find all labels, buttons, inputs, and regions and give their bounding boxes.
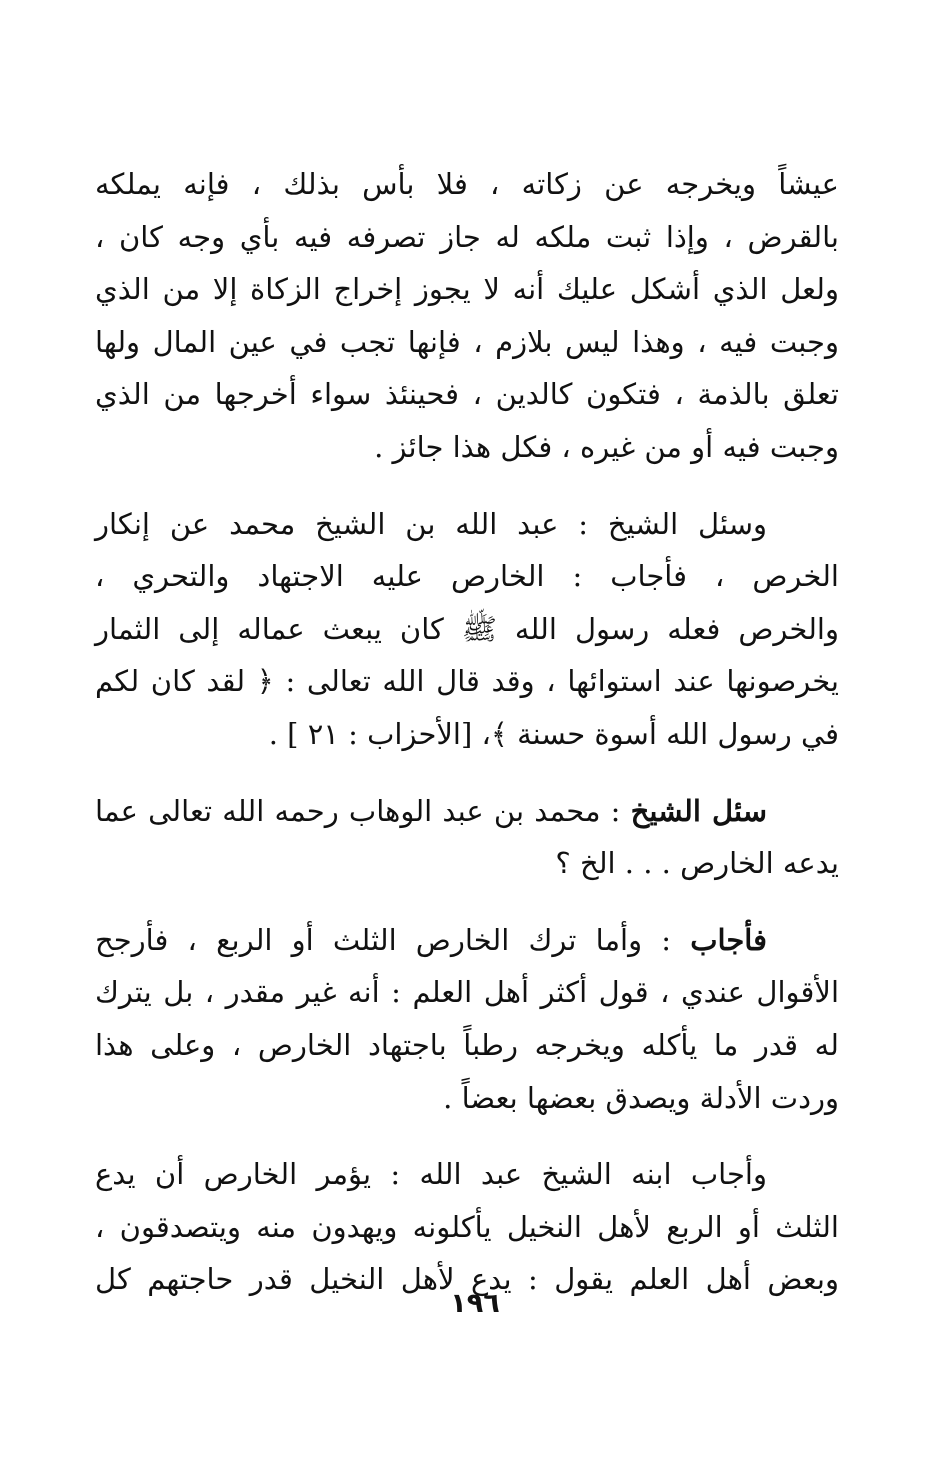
text-line: [95, 785, 839, 838]
text-line: وبعض أهل العلم يقول : يدع لأهل النخيل قدر حاجتهم كل: [95, 1262, 839, 1297]
paragraph-gap: [95, 474, 839, 498]
text-line: وجبت فيه ، وهذا ليس بلازم ، فإنها تجب في عين المال ولها: [95, 324, 839, 359]
text-line: [95, 914, 839, 967]
text-line: وسئل الشيخ : عبد الله بن الشيخ محمد عن إنكار: [95, 506, 767, 541]
text-run: : وأما ترك الخارص الثلث أو الربع ، فأرجح: [95, 922, 691, 957]
answer-label: فأجاب: [690, 922, 767, 957]
page-body: [95, 158, 839, 1306]
paragraph-zakat-loan: [95, 158, 839, 474]
text-line: يدعه الخارص . . . الخ ؟: [555, 846, 839, 881]
text-line: في رسول الله أسوة حسنة ﴾، [الأحزاب : ٢١ ] .: [268, 716, 839, 751]
text-line: يخرصونها عند استوائها ، وقد قال الله تعالى : ﴿ لقد كان لكم: [95, 664, 839, 699]
text-line: الأقوال عندي ، قول أكثر أهل العلم : أنه غير مقدر ، بل يترك: [95, 975, 839, 1010]
text-line: عيشاً ويخرجه عن زكاته ، فلا بأس بذلك ، فإنه يملكه: [95, 167, 839, 201]
text-line: الخرص ، فأجاب : الخارص عليه الاجتهاد والتحري ،: [95, 559, 839, 594]
text-line: تعلق بالذمة ، فتكون كالدين ، فحينئذ سواء أخرجها من الذي: [95, 377, 839, 412]
paragraph-gap: [95, 890, 839, 914]
text-run: : محمد بن عبد الوهاب رحمه الله تعالى عما: [95, 793, 631, 828]
paragraph-sheikh-question: [95, 785, 839, 890]
text-line: وجبت فيه أو من غيره ، فكل هذا جائز .: [374, 429, 839, 464]
text-line: ولعل الذي أشكل عليك أنه لا يجوز إخراج الزكاة إلا من الذي: [95, 272, 839, 307]
paragraph-answer: [95, 914, 839, 1124]
text-line: وردت الأدلة ويصدق بعضها بعضاً .: [443, 1080, 839, 1115]
text-line: وأجاب ابنه الشيخ عبد الله : يؤمر الخارص أن يدع: [95, 1157, 767, 1192]
text-line: والخرص فعله رسول الله ﷺ كان يبعث عماله إلى الثمار: [95, 611, 839, 646]
paragraph-gap: [95, 761, 839, 785]
paragraph-kharas-question: [95, 498, 839, 761]
text-line: الثلث أو الربع لأهل النخيل يأكلونه ويهدون منه ويتصدقون ،: [95, 1209, 839, 1244]
question-label: سئل الشيخ: [630, 793, 767, 828]
paragraph-gap: [95, 1124, 839, 1148]
text-line: له قدر ما يأكله ويخرجه رطباً باجتهاد الخارص ، وعلى هذا: [95, 1027, 839, 1062]
paragraph-son-answer: [95, 1148, 839, 1306]
page-number: ١٩٦: [450, 1288, 500, 1319]
text-line: بالقرض ، وإذا ثبت ملكه له جاز تصرفه فيه بأي وجه كان ،: [95, 219, 839, 254]
